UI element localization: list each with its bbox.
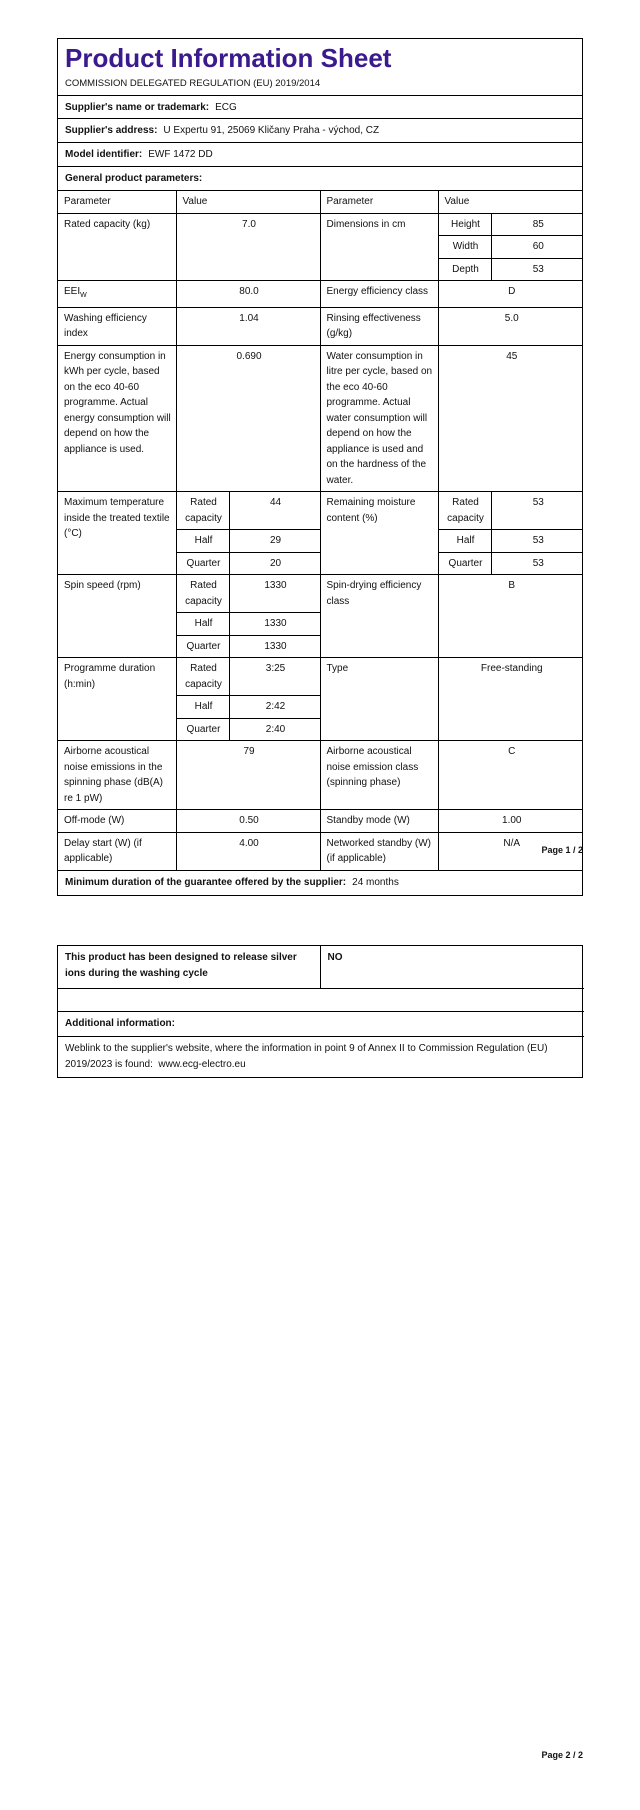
half-sublabel: Half	[176, 613, 229, 636]
noise-emission-value: 79	[176, 741, 320, 810]
supplier-value: ECG	[215, 101, 237, 113]
width-label: Width	[438, 236, 491, 259]
depth-value: 53	[491, 258, 583, 281]
moisture-half: 53	[491, 530, 583, 553]
rated-capacity-sublabel: Rated capacity	[438, 492, 491, 530]
eei-value: 80.0	[176, 281, 320, 308]
spin-speed-rated: 1330	[229, 575, 320, 613]
weblink-url[interactable]: www.ecg-electro.eu	[158, 1058, 246, 1070]
rated-capacity-value: 7.0	[176, 213, 320, 281]
table-row	[58, 946, 584, 988]
weblink-text: Weblink to the supplier's website, where the information in point 9 of Annex II to Commission Regulation (EU) 2019/2023 is found:	[65, 1042, 548, 1070]
duration-quarter: 2:40	[229, 718, 320, 741]
col-header-parameter: Parameter	[58, 191, 176, 213]
rated-capacity-sublabel: Rated capacity	[176, 575, 229, 613]
regulation-reference: COMMISSION DELEGATED REGULATION (EU) 2019/2014	[65, 78, 321, 89]
additional-table	[58, 946, 584, 1077]
supplier-label: Supplier's name or trademark:	[65, 101, 210, 113]
height-value: 85	[491, 213, 583, 236]
moisture-quarter: 53	[491, 552, 583, 575]
table-row	[58, 810, 583, 833]
max-temperature-label: Maximum temperature inside the treated textile (°C)	[58, 492, 176, 575]
water-consumption-value: 45	[438, 345, 583, 492]
table-row	[58, 1011, 584, 1036]
table-row	[58, 492, 583, 530]
eei-label-subscript: W	[80, 292, 87, 299]
spin-drying-class-value: B	[438, 575, 583, 658]
table-row	[58, 213, 583, 236]
general-parameters-row	[58, 167, 582, 191]
max-temperature-rated: 44	[229, 492, 320, 530]
eei-label-text: EEI	[64, 286, 81, 297]
type-label: Type	[320, 658, 438, 741]
supplier-row	[58, 96, 582, 119]
quarter-sublabel: Quarter	[176, 718, 229, 741]
energy-class-value: D	[438, 281, 583, 308]
eei-label	[58, 281, 176, 308]
model-value: EWF 1472 DD	[148, 149, 213, 160]
networked-standby-value: N/A	[438, 832, 583, 870]
page-number: Page 1 / 2	[541, 845, 583, 855]
rated-capacity-sublabel: Rated capacity	[176, 492, 229, 530]
rinsing-label: Rinsing effectiveness (g/kg)	[320, 307, 438, 345]
sheet-header	[58, 39, 582, 96]
moisture-rated: 53	[491, 492, 583, 530]
spin-speed-label: Spin speed (rpm)	[58, 575, 176, 658]
additional-information-sheet	[57, 945, 583, 1078]
standby-value: 1.00	[438, 810, 583, 833]
model-label: Model identifier:	[65, 149, 143, 160]
width-value: 60	[491, 236, 583, 259]
rated-capacity-label: Rated capacity (kg)	[58, 213, 176, 281]
silver-ions-value: NO	[320, 946, 584, 988]
standby-label: Standby mode (W)	[320, 810, 438, 833]
max-temperature-half: 29	[229, 530, 320, 553]
off-mode-value: 0.50	[176, 810, 320, 833]
spin-speed-half: 1330	[229, 613, 320, 636]
additional-information-label: Additional information:	[58, 1011, 584, 1036]
table-row	[58, 345, 583, 492]
address-value: U Expertu 91, 25069 Kličany Praha - východ, CZ	[163, 125, 380, 136]
noise-class-value: C	[438, 741, 583, 810]
table-row	[58, 281, 583, 308]
water-consumption-label: Water consumption in litre per cycle, based on the eco 40-60 programme. Actual water consumption will depend on how the appliance is used and on the hardness of the water.	[320, 345, 438, 492]
washing-efficiency-label: Washing efficiency index	[58, 307, 176, 345]
table-header-row	[58, 191, 583, 213]
energy-class-label: Energy efficiency class	[320, 281, 438, 308]
spin-drying-class-label: Spin-drying efficiency class	[320, 575, 438, 658]
quarter-sublabel: Quarter	[176, 552, 229, 575]
max-temperature-quarter: 20	[229, 552, 320, 575]
quarter-sublabel: Quarter	[176, 635, 229, 658]
col-header-value: Value	[176, 191, 320, 213]
product-information-sheet	[57, 38, 583, 896]
col-header-parameter: Parameter	[320, 191, 438, 213]
half-sublabel: Half	[176, 530, 229, 553]
spin-speed-quarter: 1330	[229, 635, 320, 658]
depth-label: Depth	[438, 258, 491, 281]
address-row	[58, 119, 582, 143]
height-label: Height	[438, 213, 491, 236]
table-row	[58, 307, 583, 345]
duration-rated: 3:25	[229, 658, 320, 696]
off-mode-label: Off-mode (W)	[58, 810, 176, 833]
noise-class-label: Airborne acoustical noise emission class (spinning phase)	[320, 741, 438, 810]
model-row	[58, 143, 582, 167]
rated-capacity-sublabel: Rated capacity	[176, 658, 229, 696]
table-row	[58, 988, 584, 1011]
remaining-moisture-label: Remaining moisture content (%)	[320, 492, 438, 575]
washing-efficiency-value: 1.04	[176, 307, 320, 345]
table-row	[58, 658, 583, 696]
rinsing-value: 5.0	[438, 307, 583, 345]
half-sublabel: Half	[438, 530, 491, 553]
table-row	[58, 741, 583, 810]
page-title: Product Information Sheet	[65, 43, 392, 73]
dimensions-label: Dimensions in cm	[320, 213, 438, 281]
table-row	[58, 575, 583, 613]
address-label: Supplier's address:	[65, 125, 158, 136]
empty-row	[58, 988, 584, 1011]
guarantee-label: Minimum duration of the guarantee offered by the supplier:	[65, 877, 347, 888]
page-number: Page 2 / 2	[541, 1750, 583, 1760]
general-parameters-label: General product parameters:	[65, 173, 203, 184]
energy-consumption-value: 0.690	[176, 345, 320, 492]
delay-start-value: 4.00	[176, 832, 320, 870]
col-header-value: Value	[438, 191, 583, 213]
silver-ions-label: This product has been designed to release silver ions during the washing cycle	[58, 946, 320, 988]
energy-consumption-label: Energy consumption in kWh per cycle, based on the eco 40-60 programme. Actual energy consumption will depend on how the appliance is used.	[58, 345, 176, 492]
table-row	[58, 832, 583, 870]
quarter-sublabel: Quarter	[438, 552, 491, 575]
parameters-table	[58, 191, 583, 870]
type-value: Free-standing	[438, 658, 583, 741]
duration-half: 2:42	[229, 696, 320, 719]
programme-duration-label: Programme duration (h:min)	[58, 658, 176, 741]
guarantee-row	[58, 870, 582, 895]
noise-emission-label: Airborne acoustical noise emissions in the spinning phase (dB(A) re 1 pW)	[58, 741, 176, 810]
delay-start-label: Delay start (W) (if applicable)	[58, 832, 176, 870]
networked-standby-label: Networked standby (W) (if applicable)	[320, 832, 438, 870]
table-row	[58, 1036, 584, 1077]
weblink-cell	[58, 1036, 584, 1077]
half-sublabel: Half	[176, 696, 229, 719]
guarantee-value: 24 months	[352, 877, 399, 888]
